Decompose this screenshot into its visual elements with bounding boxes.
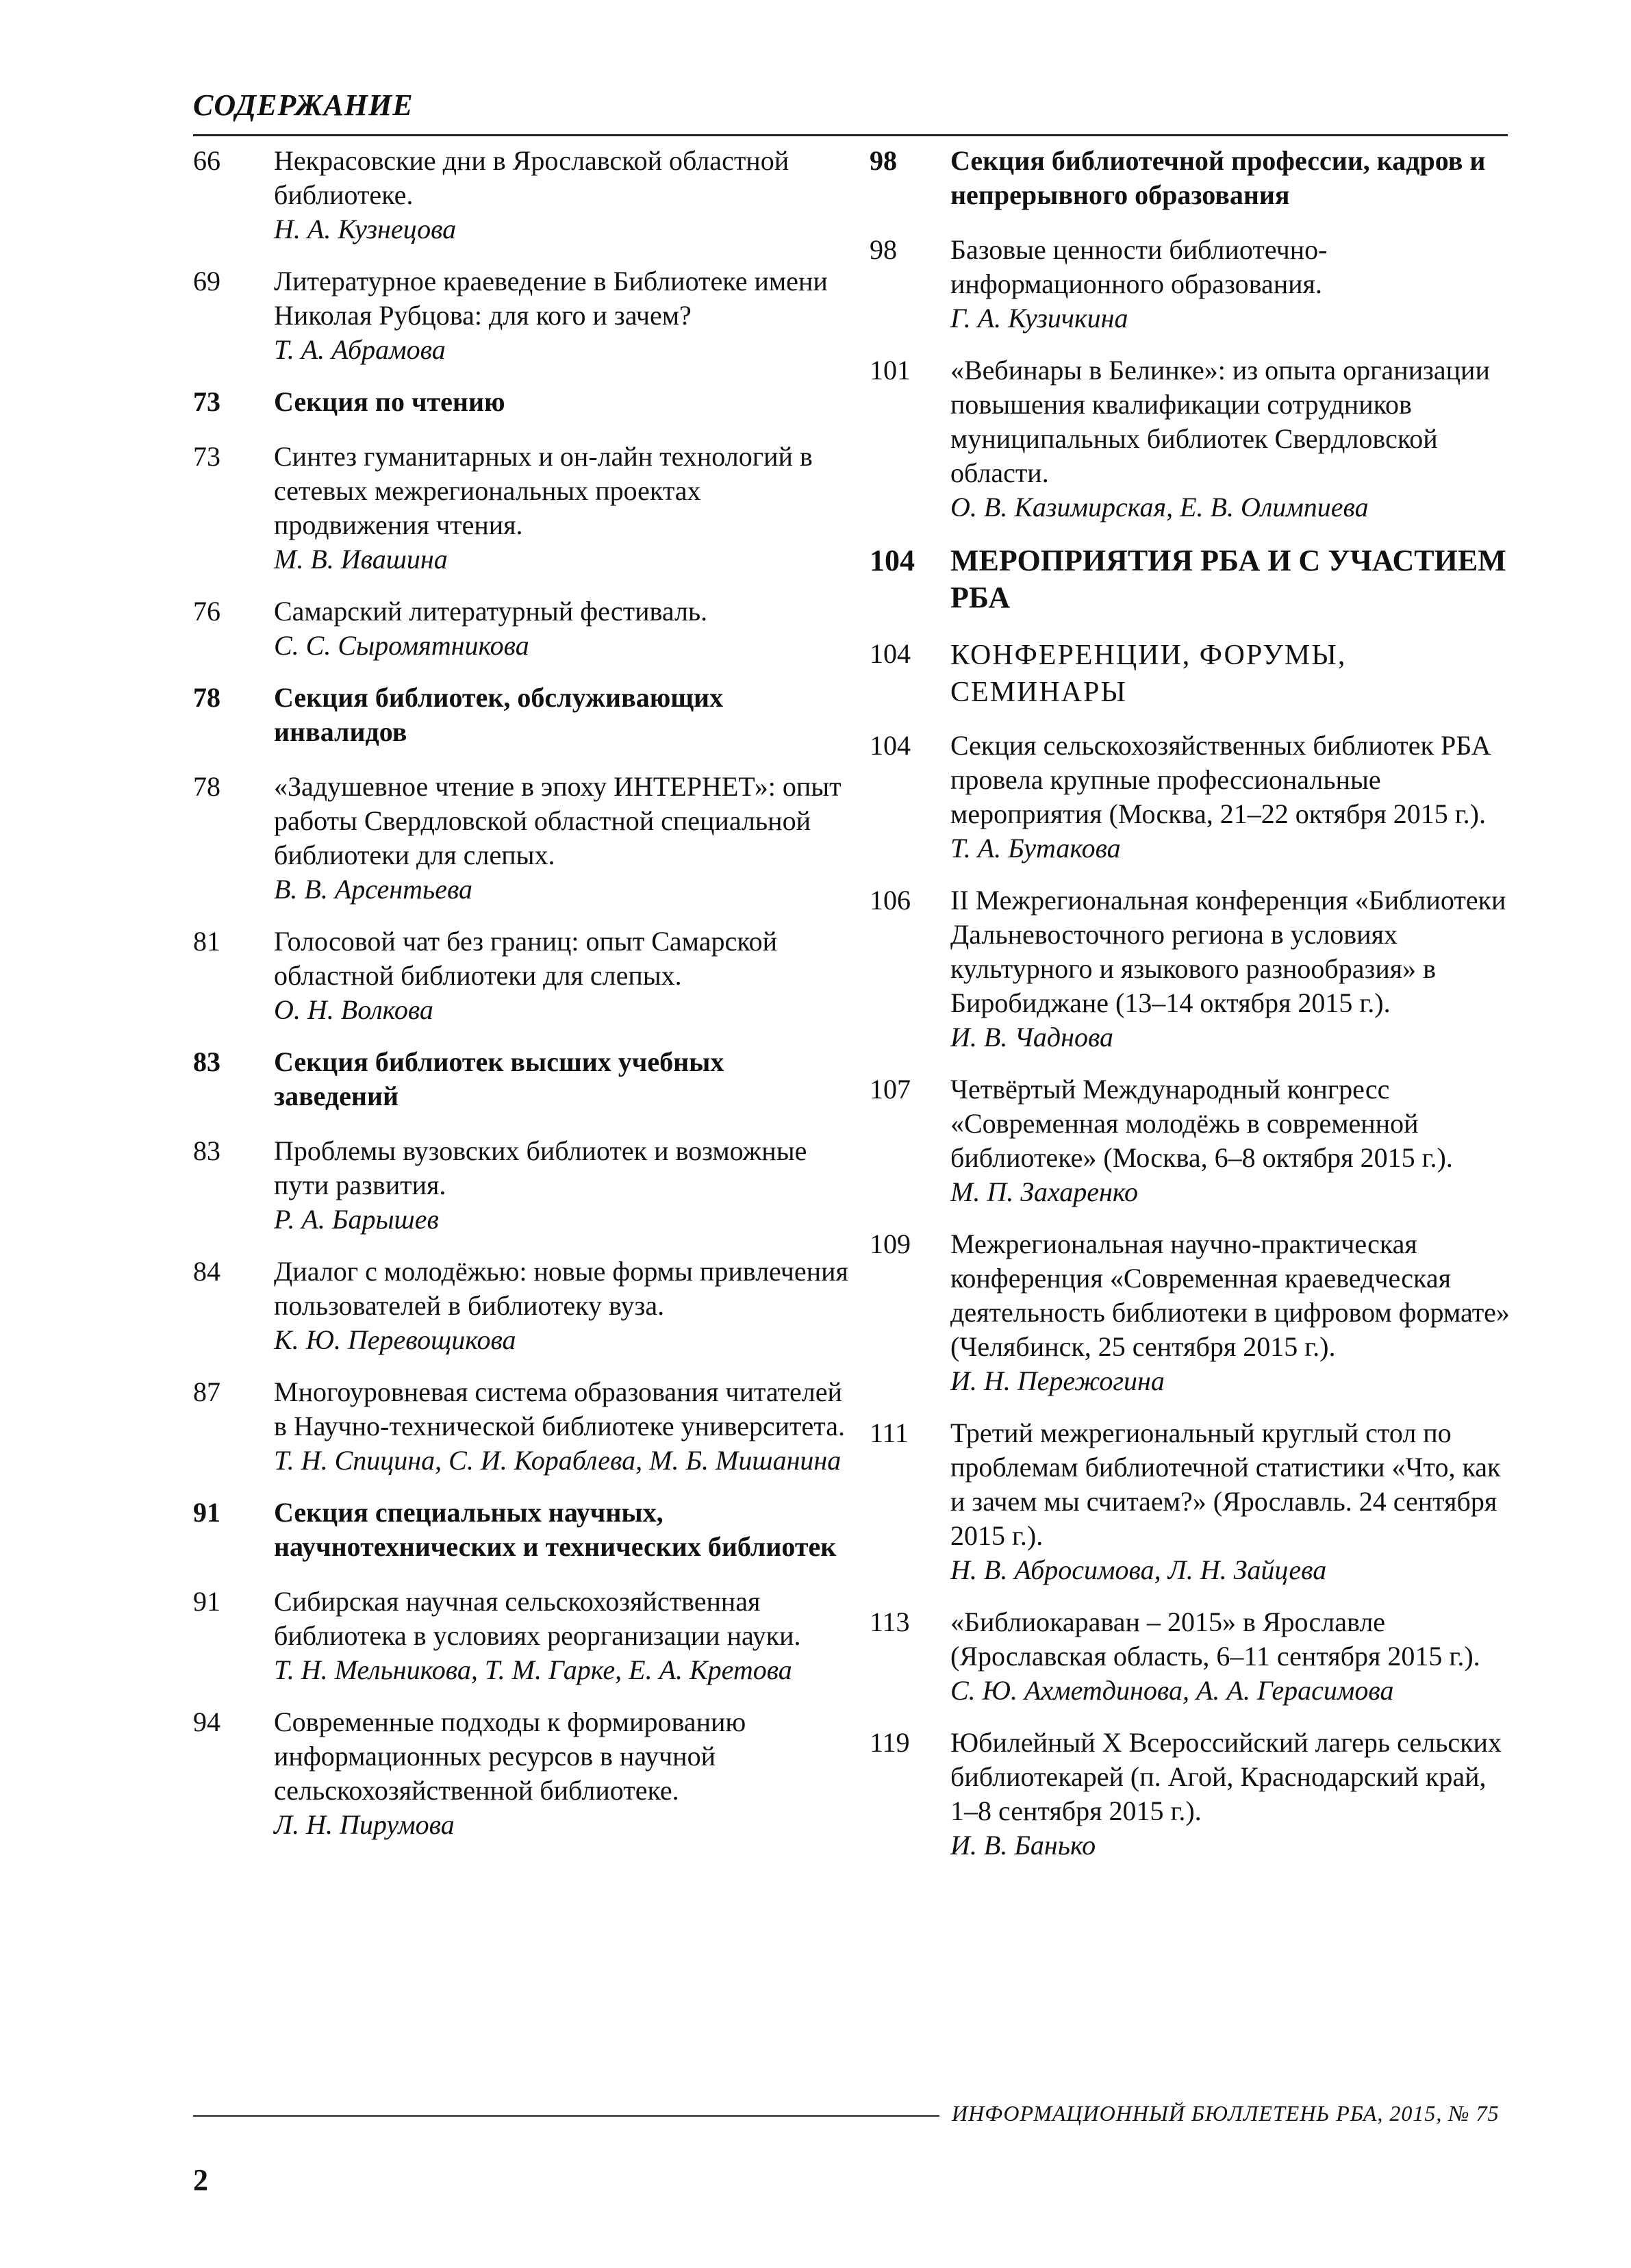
toc-entry <box>870 729 1513 866</box>
toc-entry-title: Секция библиотек высших учебных заведений <box>274 1046 724 1111</box>
toc-entry-title: Самарский литературный фестиваль. <box>274 596 708 627</box>
toc-entry-body <box>274 1705 850 1842</box>
toc-entry <box>193 594 850 663</box>
toc-entry <box>870 883 1513 1055</box>
toc-entry-body <box>950 1416 1513 1587</box>
toc-entry <box>193 1375 850 1478</box>
toc-entry-body <box>274 440 850 577</box>
toc-entry-title: Голосовой чат без границ: опыт Самарской областной библиотеки для слепых. <box>274 926 778 991</box>
toc-page-number: 78 <box>193 682 220 713</box>
toc-page-number: 98 <box>870 234 897 265</box>
toc-entry-body <box>274 1375 850 1478</box>
toc-entry-body <box>274 1045 850 1113</box>
toc-page-number: 111 <box>870 1418 909 1448</box>
toc-page-number: 66 <box>193 145 220 176</box>
toc-page-number: 104 <box>870 544 915 577</box>
toc-entry-body <box>274 681 850 749</box>
toc-entry <box>870 1726 1513 1863</box>
toc-entry <box>870 1416 1513 1587</box>
toc-entry-author: Т. А. Абрамова <box>274 334 446 365</box>
toc-entry <box>870 1072 1513 1209</box>
toc-entry-body <box>274 1134 850 1237</box>
toc-entry-body <box>274 594 850 663</box>
toc-section-heading <box>870 144 1513 212</box>
toc-entry <box>193 1255 850 1357</box>
toc-entry-author: С. С. Сыромятникова <box>274 630 529 661</box>
toc-page-number: 73 <box>193 386 220 417</box>
toc-entry-title: Современные подходы к формированию информационных ресурсов в научной сельскохозяйственной библиотеке. <box>274 1706 746 1806</box>
toc-page-number: 109 <box>870 1228 911 1259</box>
toc-entry <box>870 1605 1513 1708</box>
toc-entry-title: Четвёртый Международный конгресс «Современная молодёжь в современной библиотеке» (Москва, 6–8 октября 2015 г.). <box>950 1074 1453 1173</box>
toc-entry-title: Секция библиотек, обслуживающих инвалидов <box>274 682 724 747</box>
toc-entry <box>193 440 850 577</box>
toc-entry-author: Н. А. Кузнецова <box>274 214 457 244</box>
toc-entry-title: Секция по чтению <box>274 386 505 417</box>
toc-section-heading <box>193 1496 850 1564</box>
toc-entry-author: Т. Н. Мельникова, Т. М. Гарке, Е. А. Кретова <box>274 1654 792 1685</box>
toc-entry-body <box>950 729 1513 866</box>
toc-entry-title: Синтез гуманитарных и он-лайн технологий в сетевых межрегиональных проектах продвижения чтения. <box>274 441 813 540</box>
toc-entry <box>193 1134 850 1237</box>
toc-entry-title: Межрегиональная научно-практическая конференция «Современная краеведческая деятельность библиотеки в цифровом формате» (Челябинск, 25 сентября 2015 г.). <box>950 1228 1510 1362</box>
toc-entry-body <box>274 770 850 907</box>
toc-entry-body <box>274 1255 850 1357</box>
toc-entry-title: Проблемы вузовских библиотек и возможные пути развития. <box>274 1135 807 1200</box>
toc-entry <box>193 144 850 247</box>
toc-page-number: 101 <box>870 355 911 386</box>
toc-entry-author: В. В. Арсентьева <box>274 874 473 905</box>
page-number: 2 <box>193 2163 208 2197</box>
toc-entry-author: И. В. Чаднова <box>950 1022 1114 1053</box>
toc-entry-author: Л. Н. Пирумова <box>274 1809 455 1840</box>
toc-entry-author: М. В. Ивашина <box>274 544 448 575</box>
toc-page-number: 78 <box>193 771 220 802</box>
toc-entry-body <box>950 353 1513 525</box>
toc-page-number: 84 <box>193 1256 220 1287</box>
toc-entry-title: Диалог с молодёжью: новые формы привлечения пользователей в библиотеку вуза. <box>274 1256 848 1321</box>
toc-entry-body <box>274 385 850 419</box>
toc-entry <box>193 1585 850 1687</box>
toc-entry-author: И. В. Банько <box>950 1830 1096 1861</box>
toc-page-number: 107 <box>870 1074 911 1105</box>
toc-page-number: 83 <box>193 1046 220 1077</box>
toc-section-heading <box>870 637 1513 711</box>
toc-entry-title: II Межрегиональная конференция «Библиотеки Дальневосточного региона в условиях культурного и языкового разнообразия» в Биробиджане (13–14 октября 2015 г.). <box>950 885 1506 1018</box>
toc-entry-title: «Библиокараван – 2015» в Ярославле (Ярославская область, 6–11 сентября 2015 г.). <box>950 1606 1480 1672</box>
toc-page-number: 91 <box>193 1586 220 1617</box>
toc-page-number: 91 <box>193 1497 220 1528</box>
toc-page-number: 73 <box>193 441 220 472</box>
toc-entry-author: М. П. Захаренко <box>950 1176 1139 1207</box>
toc-entry-author: И. Н. Пережогина <box>950 1365 1165 1396</box>
toc-entry-body <box>950 1072 1513 1209</box>
toc-section-heading <box>870 542 1513 616</box>
toc-entry-body <box>274 1585 850 1687</box>
footer-divider <box>193 2115 939 2117</box>
toc-entry <box>193 264 850 367</box>
toc-entry-title: Секция сельскохозяйственных библиотек РБА провела крупные профессиональные мероприятия (Москва, 21–22 октября 2015 г.). <box>950 730 1491 829</box>
toc-entry-body <box>950 144 1513 212</box>
toc-page-number: 119 <box>870 1727 910 1758</box>
footer-journal-title: ИНФОРМАЦИОННЫЙ БЮЛЛЕТЕНЬ РБА, 2015, № 75 <box>952 2101 1500 2126</box>
toc-entry-body <box>274 1496 850 1564</box>
toc-page-number: 76 <box>193 596 220 627</box>
toc-entry-body <box>950 883 1513 1055</box>
toc-entry-body <box>950 1227 1513 1398</box>
toc-entry-title: Секция специальных научных, научнотехнических и технических библиотек <box>274 1497 837 1562</box>
toc-entry-body <box>950 542 1513 616</box>
toc-page-number: 87 <box>193 1376 220 1407</box>
toc-section-heading <box>193 1045 850 1113</box>
toc-entry-title: Юбилейный Х Всероссийский лагерь сельских библиотекарей (п. Агой, Краснодарский край, 1–8 сентября 2015 г.). <box>950 1727 1502 1826</box>
toc-entry-body <box>274 144 850 247</box>
toc-entry <box>870 1227 1513 1398</box>
toc-section-heading <box>193 681 850 749</box>
page-title: СОДЕРЖАНИЕ <box>193 88 414 122</box>
toc-entry-title: «Задушевное чтение в эпоху ИНТЕРНЕТ»: опыт работы Свердловской областной специальной библиотеки для слепых. <box>274 771 842 870</box>
toc-entry-title: Третий межрегиональный круглый стол по проблемам библиотечной статистики «Что, как и зачем мы считаем?» (Ярославль. 24 сентября 2015 г.). <box>950 1418 1501 1551</box>
toc-entry-author: Р. А. Барышев <box>274 1204 439 1235</box>
toc-entry-author: Н. В. Абросимова, Л. Н. Зайцева <box>950 1554 1327 1585</box>
contents-column-right <box>870 144 1513 1880</box>
toc-entry-body <box>950 1605 1513 1708</box>
toc-entry-body <box>950 637 1513 711</box>
toc-entry-author: Т. Н. Спицина, С. И. Кораблева, М. Б. Мишанина <box>274 1445 842 1476</box>
toc-page-number: 69 <box>193 266 220 297</box>
toc-page-number: 104 <box>870 638 911 669</box>
toc-entry-title: МЕРОПРИЯТИЯ РБА И С УЧАСТИЕМ РБА <box>950 544 1506 614</box>
toc-entry-title: Сибирская научная сельскохозяйственная библиотека в условиях реорганизации науки. <box>274 1586 801 1651</box>
toc-entry-body <box>274 264 850 367</box>
toc-entry-title: Базовые ценности библиотечно-информационного образования. <box>950 234 1328 299</box>
toc-entry-title: Многоуровневая система образования читателей в Научно-технической библиотеке университета. <box>274 1376 846 1441</box>
toc-entry <box>193 770 850 907</box>
toc-section-heading <box>193 385 850 419</box>
toc-entry-author: К. Ю. Перевощикова <box>274 1324 516 1355</box>
toc-entry-author: С. Ю. Ахметдинова, А. А. Герасимова <box>950 1675 1394 1706</box>
toc-entry <box>870 233 1513 336</box>
toc-entry-title: Некрасовские дни в Ярославской областной библиотеке. <box>274 145 789 210</box>
toc-entry-author: О. В. Казимирская, Е. В. Олимпиева <box>950 492 1369 522</box>
toc-entry <box>193 1705 850 1842</box>
toc-entry-body <box>950 233 1513 336</box>
toc-entry-author: Т. А. Бутакова <box>950 833 1121 864</box>
toc-entry-title: Секция библиотечной профессии, кадров и непрерывного образования <box>950 145 1486 210</box>
toc-entry-body <box>274 924 850 1027</box>
toc-entry-body <box>950 1726 1513 1863</box>
toc-page-number: 81 <box>193 926 220 957</box>
toc-page-number: 106 <box>870 885 911 916</box>
toc-entry <box>193 924 850 1027</box>
toc-entry <box>870 353 1513 525</box>
header-divider <box>193 134 1508 136</box>
contents-column-left <box>193 144 850 1860</box>
toc-page-number: 83 <box>193 1135 220 1166</box>
toc-page-number: 113 <box>870 1606 910 1637</box>
toc-entry-author: Г. А. Кузичкина <box>950 303 1128 333</box>
toc-page-number: 94 <box>193 1706 220 1737</box>
toc-page-number: 98 <box>870 145 897 176</box>
toc-entry-author: О. Н. Волкова <box>274 994 433 1025</box>
toc-entry-title: КОНФЕРЕНЦИИ, ФОРУМЫ, СЕМИНАРЫ <box>950 640 1347 708</box>
toc-page-number: 104 <box>870 730 911 761</box>
toc-entry-title: Литературное краеведение в Библиотеке имени Николая Рубцова: для кого и зачем? <box>274 266 828 331</box>
toc-entry-title: «Вебинары в Белинке»: из опыта организации повышения квалификации сотрудников муниципальных библиотек Свердловской области. <box>950 355 1490 488</box>
